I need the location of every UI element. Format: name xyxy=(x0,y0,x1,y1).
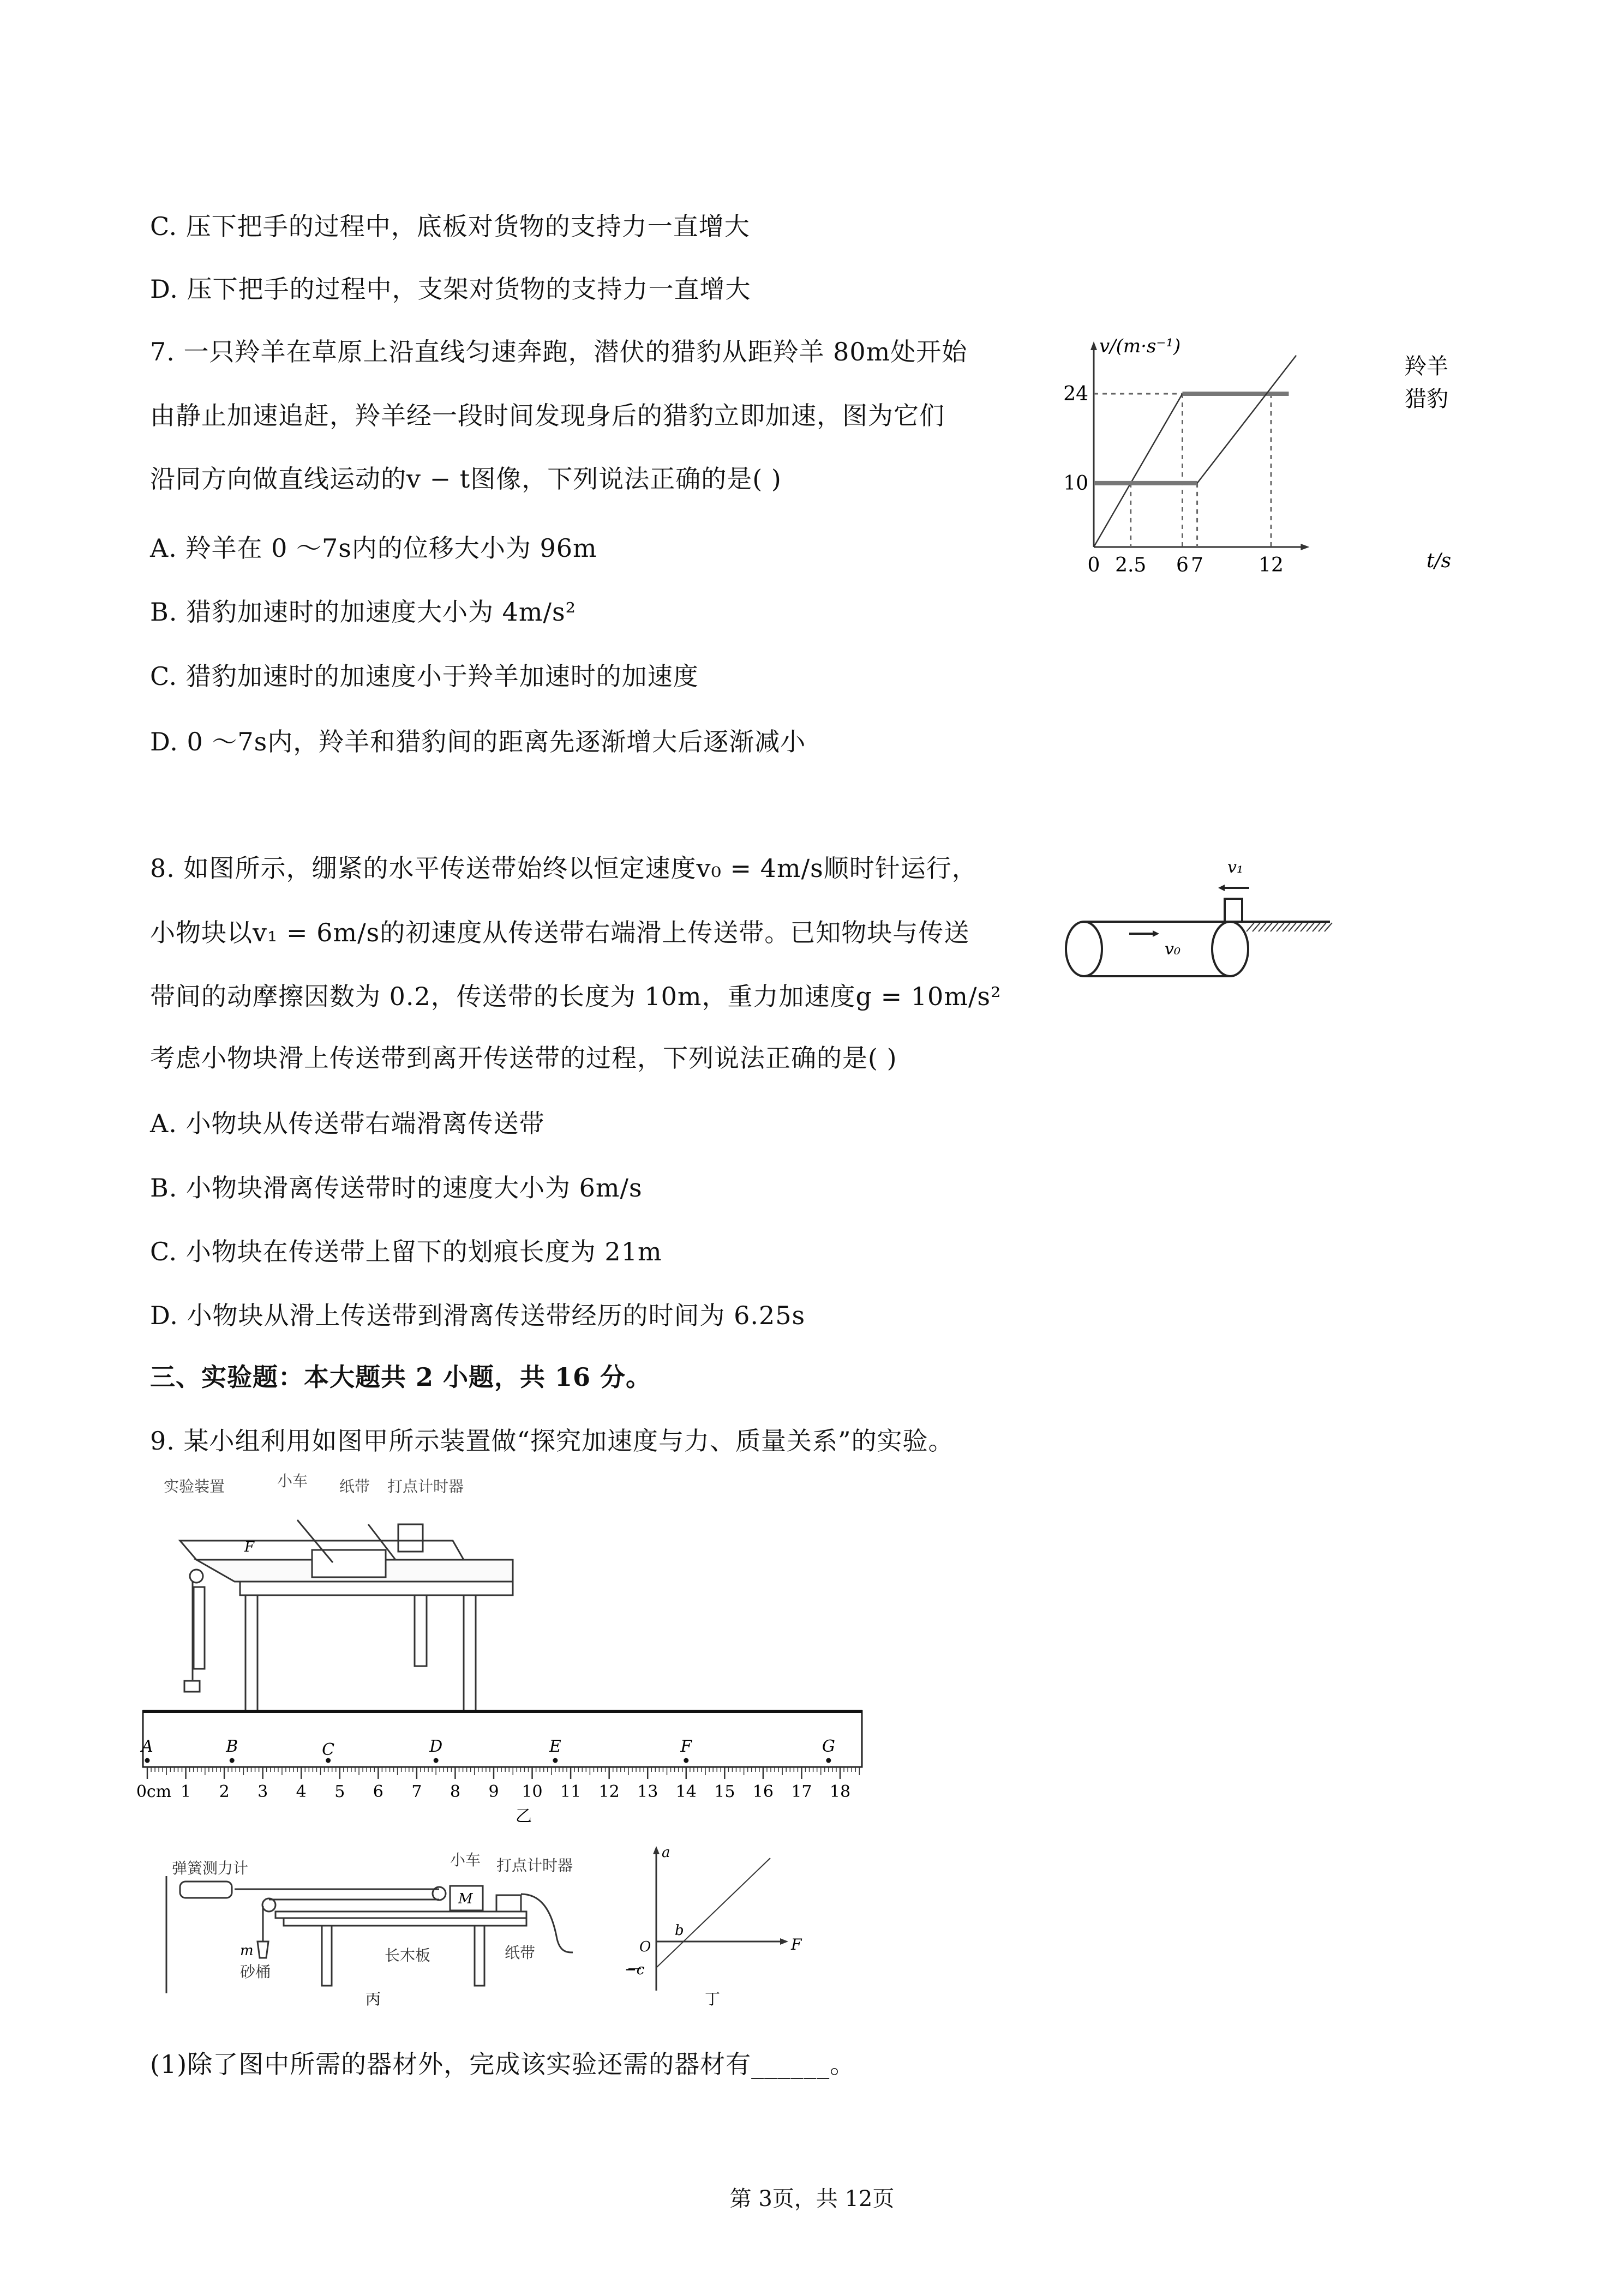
q8-option-a: A. 小物块从传送带右端滑离传送带 xyxy=(150,1109,545,1138)
ruler-scale-label: 14 xyxy=(675,1782,697,1801)
q9-stem: 9. 某小组利用如图甲所示装置做“探究加速度与力、质量关系”的实验。 xyxy=(150,1426,954,1456)
ruler-scale-label: 6 xyxy=(373,1782,383,1801)
a-axis-arrow xyxy=(653,1846,660,1854)
table-top-bing xyxy=(284,1918,526,1926)
right-roller xyxy=(1212,922,1248,976)
q7-stem-line2: 由静止加速追赶，羚羊经一段时间发现身后的猎豹立即加速，图为它们 xyxy=(150,401,945,430)
x-axis-arrow xyxy=(1301,544,1309,550)
ruler-scale-label: 1 xyxy=(181,1782,191,1801)
q8-option-b: B. 小物块滑离传送带时的速度大小为 6m/s xyxy=(150,1173,643,1203)
x-axis-label: t/s xyxy=(1427,550,1452,572)
section-heading: 三、实验题：本大题共 2 小题，共 16 分。 xyxy=(150,1362,652,1392)
vt-chart-svg xyxy=(1064,305,1500,709)
tape-dot-label: C xyxy=(322,1740,335,1759)
label-minus-c: −c xyxy=(625,1962,645,1978)
v0-label: v₀ xyxy=(1165,940,1180,959)
conveyor-figure xyxy=(1064,840,1500,1003)
ruler-scale-label: 9 xyxy=(488,1782,499,1801)
ruler-scale-label: 13 xyxy=(637,1782,658,1801)
label-force: F xyxy=(244,1539,255,1555)
ruler-scale-label: 4 xyxy=(296,1782,307,1801)
q6-option-d: D. 压下把手的过程中，支架对货物的支持力一直增大 xyxy=(150,274,751,304)
y-tick-label: 24 xyxy=(1063,383,1088,405)
y-axis-label: v/(m·s⁻¹) xyxy=(1099,335,1181,357)
timer xyxy=(398,1524,423,1552)
v1-arrowhead xyxy=(1218,885,1225,891)
label-tape: 纸带 xyxy=(339,1477,370,1495)
x-tick-label: 6 xyxy=(1176,554,1189,576)
F-axis-arrow xyxy=(780,1938,788,1945)
q8-option-d: D. 小物块从滑上传送带到滑离传送带经历的时间为 6.25s xyxy=(150,1301,806,1330)
label-a: a xyxy=(662,1844,670,1861)
label-b: b xyxy=(675,1922,684,1939)
label-cart-bing: 小车 xyxy=(450,1851,481,1869)
tape-dot-label: E xyxy=(549,1737,561,1756)
label-spring-scale: 弹簧测力计 xyxy=(172,1859,249,1877)
ruler-scale-label: 2 xyxy=(219,1782,230,1801)
hook-weight xyxy=(184,1681,200,1692)
vt-chart xyxy=(1064,305,1500,709)
table-leg-back xyxy=(415,1595,427,1666)
x-tick-label: 0 xyxy=(1087,554,1100,576)
tape-dot xyxy=(230,1758,235,1763)
ruler-scale-label: 15 xyxy=(714,1782,735,1801)
tape-dot-label: F xyxy=(680,1737,692,1756)
ruler-scale-label: 12 xyxy=(598,1782,620,1801)
figure-ding-graph xyxy=(600,1822,873,2007)
tape-dot-label: D xyxy=(429,1737,443,1756)
ruler-scale-label: 11 xyxy=(560,1782,582,1801)
label-F: F xyxy=(791,1936,802,1954)
ruler-scale-label: 3 xyxy=(257,1782,268,1801)
label-m: m xyxy=(240,1943,254,1959)
ruler-scale-label: 5 xyxy=(334,1782,345,1801)
label-sand-bucket: 砂桶 xyxy=(240,1963,271,1981)
q8-stem-line1: 8. 如图所示，绷紧的水平传送带始终以恒定速度v₀ = 4m/s顺时针运行， xyxy=(150,854,978,883)
left-roller xyxy=(1066,922,1102,976)
tape-dot xyxy=(553,1758,558,1763)
long-board xyxy=(275,1912,526,1918)
q8-stem-line4: 考虑小物块滑上传送带到离开传送带的过程，下列说法正确的是( ) xyxy=(150,1043,897,1073)
ruler-scale-label: 8 xyxy=(450,1782,460,1801)
q8-option-c: C. 小物块在传送带上留下的划痕长度为 21m xyxy=(150,1237,662,1266)
q7-option-a: A. 羚羊在 0 ～7s内的位移大小为 96m xyxy=(150,533,597,563)
q7-stem-line1: 7. 一只羚羊在草原上沿直线匀速奔跑，潜伏的猎豹从距羚羊 80m处开始 xyxy=(150,337,968,366)
pulley xyxy=(190,1570,203,1583)
q8-stem-line2: 小物块以v₁ = 6m/s的初速度从传送带右端滑上传送带。已知物块与传送 xyxy=(150,918,970,947)
figure-yi-ruler xyxy=(136,1691,873,1827)
v1-label: v₁ xyxy=(1227,858,1243,877)
ruler-scale-label: 17 xyxy=(791,1782,812,1801)
timer-bing xyxy=(496,1895,521,1912)
label-apparatus: 实验装置 xyxy=(164,1477,225,1495)
tape-dot xyxy=(434,1758,439,1763)
table-leg-left xyxy=(194,1587,205,1669)
legend-gazelle: 羚羊 xyxy=(1405,354,1448,379)
q7-stem-line3: 沿同方向做直线运动的v − t图像，下列说法正确的是( ) xyxy=(150,464,782,494)
tape-strip xyxy=(143,1711,862,1767)
figure-jia-apparatus xyxy=(136,1462,546,1669)
label-timer-bing: 打点计时器 xyxy=(496,1856,573,1874)
label-cart: 小车 xyxy=(277,1472,308,1490)
q7-option-b: B. 猎豹加速时的加速度大小为 4m/s² xyxy=(150,597,577,627)
cart xyxy=(312,1550,386,1577)
caption-ding: 丁 xyxy=(705,1990,721,2008)
figure-bing-apparatus xyxy=(136,1822,627,2007)
label-tape-bing: 纸带 xyxy=(505,1944,536,1962)
small-block xyxy=(1225,899,1242,922)
spring-scale xyxy=(180,1882,232,1898)
table-edge xyxy=(240,1582,513,1595)
tape-dot-label: G xyxy=(822,1737,835,1756)
tape-dot xyxy=(684,1758,688,1763)
q7-option-d: D. 0 ～7s内，羚羊和猎豹间的距离先逐渐增大后逐渐减小 xyxy=(150,727,806,756)
gazelle-accel-segment xyxy=(1197,356,1296,483)
sand-bucket xyxy=(257,1942,268,1958)
y-axis-arrow xyxy=(1090,341,1097,350)
label-O: O xyxy=(639,1939,651,1955)
v0-arrowhead xyxy=(1153,930,1159,937)
q6-option-c: C. 压下把手的过程中，底板对货物的支持力一直增大 xyxy=(150,212,750,241)
ruler-scale-label: 18 xyxy=(829,1782,851,1801)
tape-dot xyxy=(826,1758,831,1763)
ruler-scale-label: 10 xyxy=(522,1782,543,1801)
ruler-scale-label: 16 xyxy=(752,1782,774,1801)
board-pulley xyxy=(262,1898,275,1912)
cheetah-accel-segment xyxy=(1094,394,1183,547)
label-long-board: 长木板 xyxy=(385,1946,431,1964)
table-leg-r xyxy=(475,1926,484,1986)
x-tick-label: 12 xyxy=(1259,554,1284,576)
q8-stem-line3: 带间的动摩擦因数为 0.2，传送带的长度为 10m，重力加速度g = 10m/s² xyxy=(150,982,1002,1011)
label-M: M xyxy=(458,1891,473,1907)
y-tick-label: 10 xyxy=(1063,472,1088,495)
q9-sub1: (1)除了图中所需的器材外，完成该实验还需的器材有______。 xyxy=(150,2049,856,2079)
ruler-scale-label: 0cm xyxy=(136,1782,172,1801)
caption-bing: 丙 xyxy=(365,1990,381,2008)
tape-dot-label: A xyxy=(141,1737,153,1756)
ruler-scale-label: 7 xyxy=(411,1782,422,1801)
label-timer: 打点计时器 xyxy=(387,1477,464,1495)
tape-dot xyxy=(145,1758,150,1763)
x-tick-label: 2.5 xyxy=(1115,554,1147,576)
tape-dot-label: B xyxy=(226,1737,238,1756)
x-tick-label: 7 xyxy=(1191,554,1204,576)
legend-cheetah: 猎豹 xyxy=(1405,387,1448,412)
q7-option-c: C. 猎豹加速时的加速度小于羚羊加速时的加速度 xyxy=(150,662,699,691)
page-footer: 第 3页，共 12页 xyxy=(729,2186,895,2211)
table-leg-l xyxy=(322,1926,332,1986)
a-F-line xyxy=(656,1858,770,1968)
caption-yi: 乙 xyxy=(516,1807,532,1826)
